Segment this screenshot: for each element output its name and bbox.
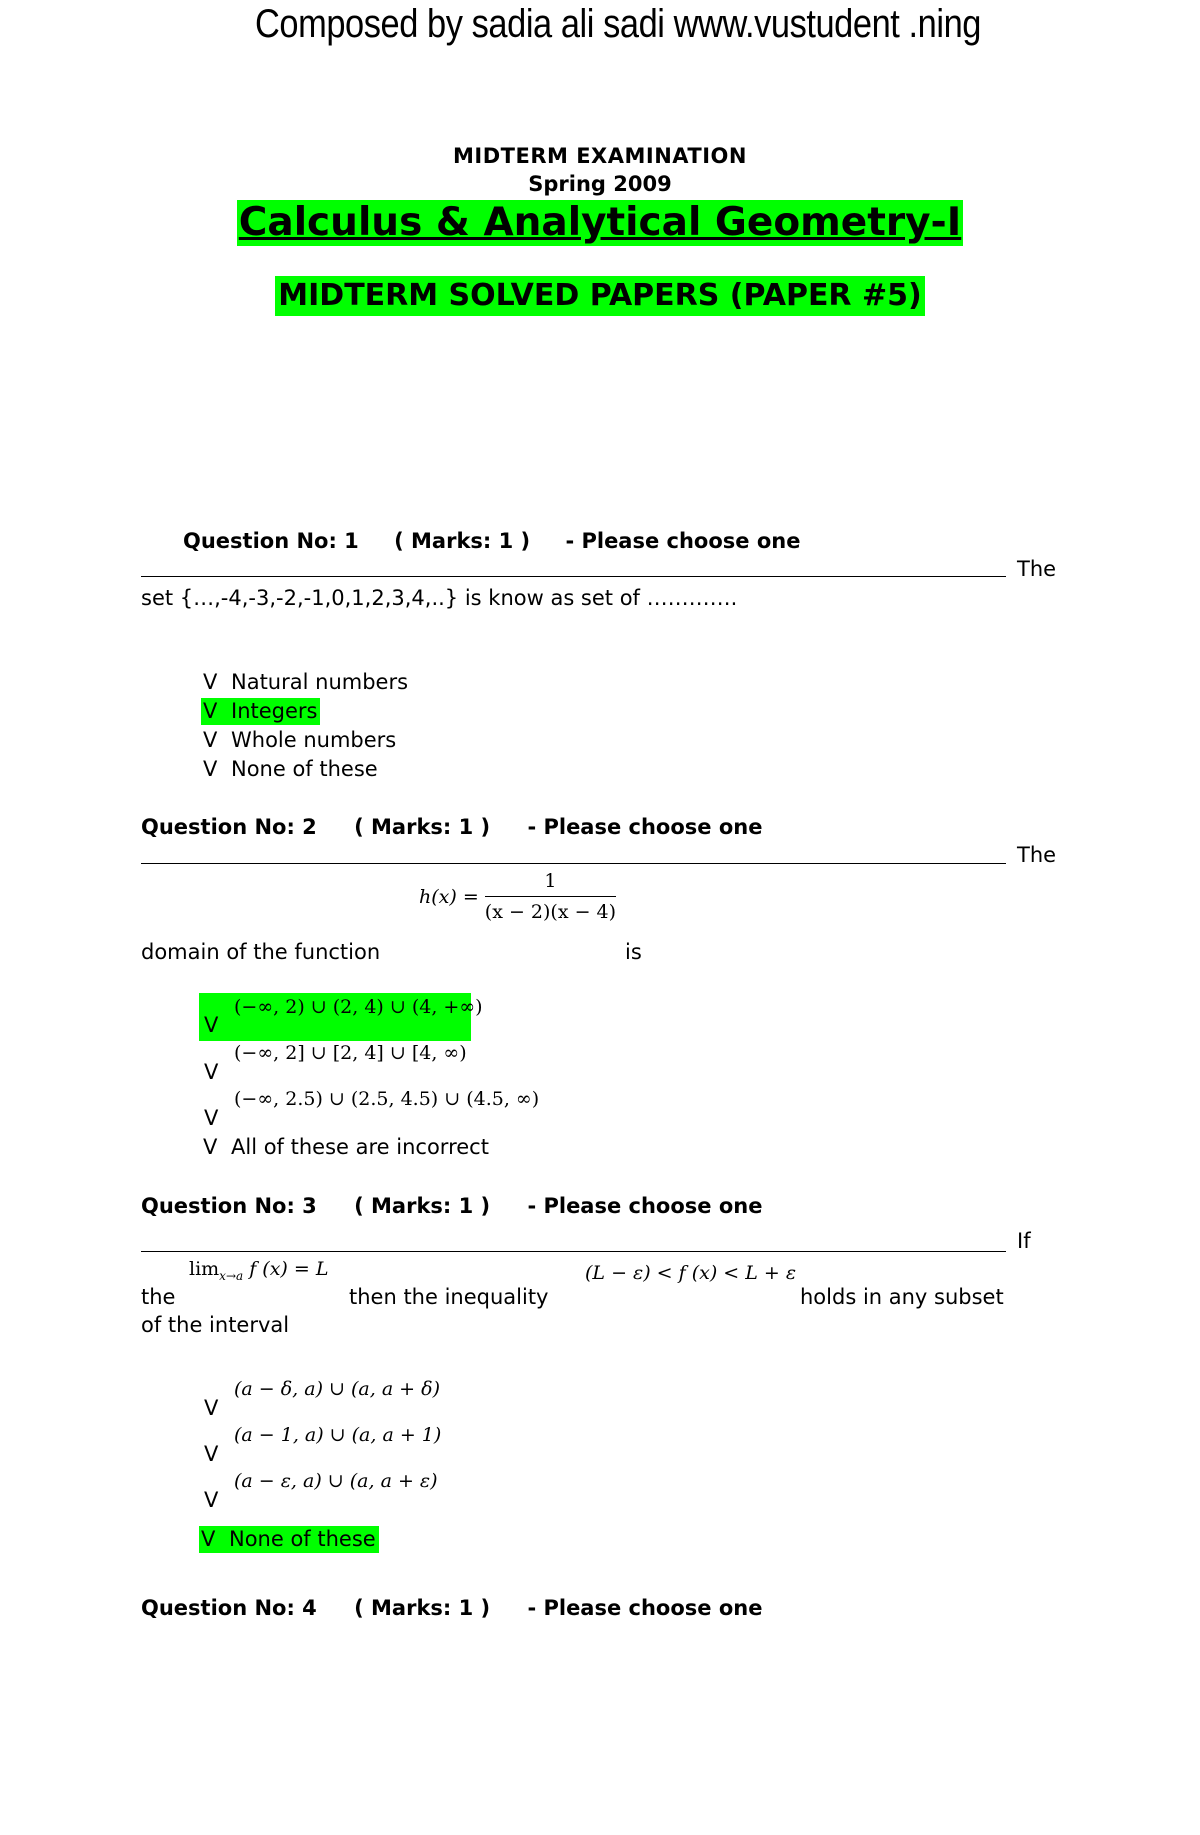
- question-3-rule-tail: If: [1017, 1229, 1031, 1253]
- question-2-header: [141, 815, 762, 839]
- question-instruction: - Please choose one: [565, 529, 801, 553]
- question-marks: ( Marks: 1 ): [394, 529, 531, 553]
- composer-header: Composed by sadia ali sadi www.vustudent .ning: [255, 2, 981, 46]
- option-label: Natural numbers: [231, 670, 409, 694]
- question-1-option-2-answer[interactable]: [201, 698, 320, 725]
- option-marker: V: [204, 1106, 219, 1130]
- option-label: None of these: [229, 1527, 376, 1551]
- question-1-option-1[interactable]: [201, 669, 411, 696]
- question-2-option-1-answer[interactable]: [199, 993, 483, 1041]
- formula-lhs: h(x) =: [419, 885, 479, 908]
- option-label: (−∞, 2) ∪ (2, 4) ∪ (4, +∞): [234, 996, 483, 1018]
- option-marker: V: [203, 670, 218, 694]
- question-instruction: - Please choose one: [527, 1194, 763, 1218]
- question-instruction: - Please choose one: [527, 1596, 763, 1620]
- limit-subscript: x→a: [219, 1268, 244, 1283]
- question-number: Question No: 3: [141, 1194, 317, 1218]
- inequality-formula: (L − ε) < f (x) < L + ε: [585, 1262, 797, 1284]
- option-label: (a − 1, a) ∪ (a, a + 1): [234, 1424, 442, 1446]
- option-label: Integers: [231, 699, 318, 723]
- question-3-text-end: holds in any subset: [800, 1285, 1004, 1309]
- question-1-rule: [141, 576, 1006, 577]
- question-3-option-1[interactable]: [199, 1378, 459, 1422]
- question-2-option-4[interactable]: [201, 1134, 492, 1161]
- limit-formula: [189, 1258, 328, 1283]
- question-number: Question No: 4: [141, 1596, 317, 1620]
- question-2-text-before: domain of the function: [141, 940, 381, 964]
- paper-subtitle-wrap: [0, 276, 1200, 316]
- question-1-rule-tail: The: [1017, 557, 1057, 581]
- question-1-text: set {…,-4,-3,-2,-1,0,1,2,3,4,..} is know as set of ………….: [141, 586, 738, 610]
- option-label: None of these: [231, 757, 378, 781]
- question-instruction: - Please choose one: [527, 815, 763, 839]
- question-3-option-2[interactable]: [199, 1424, 459, 1468]
- option-label: (a − δ, a) ∪ (a, a + δ): [234, 1378, 440, 1400]
- option-marker: V: [201, 1527, 216, 1551]
- option-marker: V: [204, 1488, 219, 1512]
- limit-lim: lim: [189, 1258, 220, 1280]
- question-number: Question No: 1: [183, 529, 359, 553]
- option-label: (−∞, 2] ∪ [2, 4] ∪ [4, ∞): [234, 1042, 467, 1064]
- question-1-option-3[interactable]: [201, 727, 399, 754]
- option-label: Whole numbers: [231, 728, 397, 752]
- question-marks: ( Marks: 1 ): [354, 1596, 491, 1620]
- question-3-option-4-answer[interactable]: [199, 1526, 379, 1553]
- question-3-text-line2: of the interval: [141, 1313, 290, 1337]
- course-title: Calculus & Analytical Geometry-I: [238, 200, 962, 245]
- option-marker: V: [203, 728, 218, 752]
- question-2-rule: [141, 863, 1006, 864]
- option-marker: V: [204, 1396, 219, 1420]
- course-title-wrap: [0, 200, 1200, 246]
- question-3-header: [141, 1194, 762, 1218]
- question-2-option-2[interactable]: [199, 1042, 499, 1086]
- question-marks: ( Marks: 1 ): [354, 815, 491, 839]
- question-4-header: [141, 1596, 762, 1620]
- formula-numerator: 1: [485, 870, 616, 897]
- option-label: All of these are incorrect: [231, 1135, 489, 1159]
- option-marker: V: [204, 1013, 219, 1037]
- question-2-option-3[interactable]: [199, 1088, 539, 1132]
- option-label: (−∞, 2.5) ∪ (2.5, 4.5) ∪ (4.5, ∞): [234, 1088, 540, 1110]
- option-marker: V: [203, 699, 218, 723]
- option-marker: V: [203, 757, 218, 781]
- formula-fraction: [485, 870, 616, 923]
- question-3-option-3[interactable]: [199, 1470, 459, 1514]
- question-marks: ( Marks: 1 ): [354, 1194, 491, 1218]
- option-marker: V: [204, 1060, 219, 1084]
- limit-expression: f (x) = L: [249, 1258, 329, 1280]
- option-marker: V: [204, 1442, 219, 1466]
- function-formula: [419, 870, 616, 923]
- exam-term: Spring 2009: [528, 172, 672, 196]
- question-number: Question No: 2: [141, 815, 317, 839]
- option-marker: V: [203, 1135, 218, 1159]
- question-1-header: [183, 529, 800, 553]
- question-3-rule: [141, 1251, 1006, 1252]
- paper-subtitle: MIDTERM SOLVED PAPERS (PAPER #5): [275, 276, 924, 316]
- question-1-option-4[interactable]: [201, 756, 381, 783]
- question-3-text-mid: then the inequality: [349, 1285, 549, 1309]
- option-label: (a − ε, a) ∪ (a, a + ε): [234, 1470, 438, 1492]
- formula-denominator: (x − 2)(x − 4): [484, 901, 617, 923]
- question-2-rule-tail: The: [1017, 843, 1057, 867]
- question-2-text-after: is: [625, 940, 642, 964]
- question-3-word-the: the: [141, 1285, 176, 1309]
- exam-title: MIDTERM EXAMINATION: [453, 144, 747, 168]
